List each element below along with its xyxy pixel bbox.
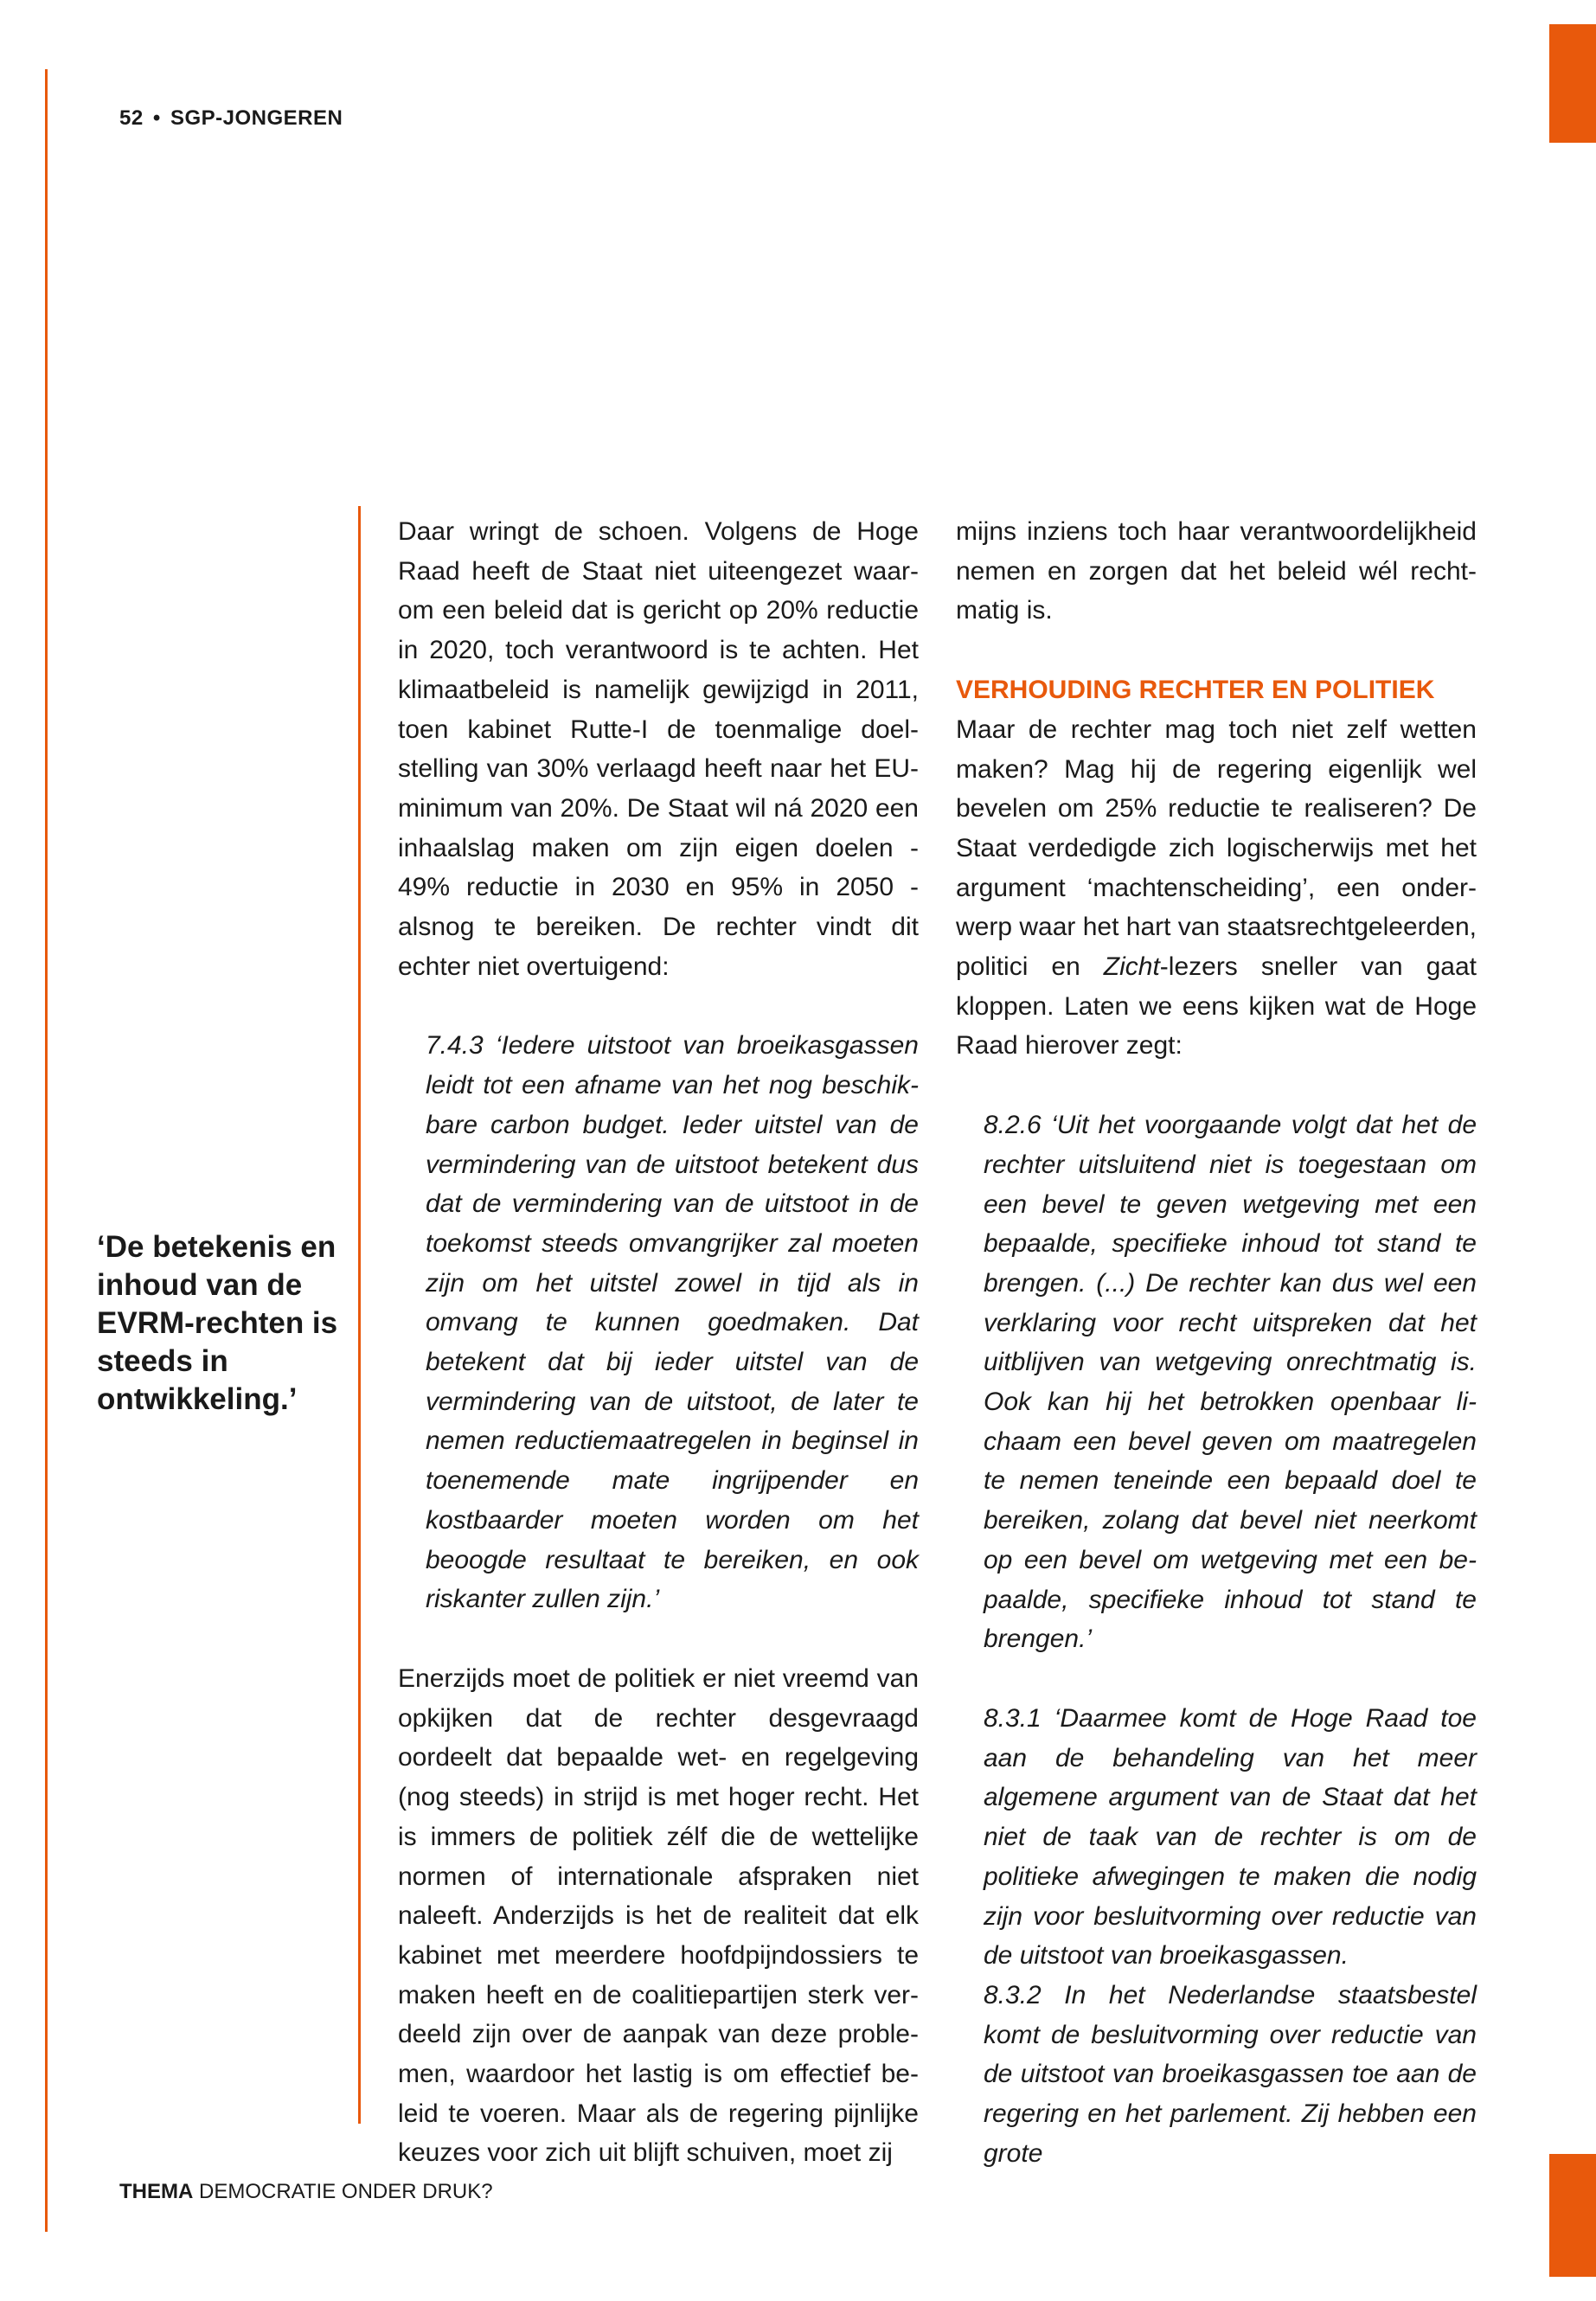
publication-name: SGP-JONGEREN — [170, 106, 343, 130]
text-column-left — [398, 512, 919, 2173]
magazine-name-zicht: Zicht — [1103, 952, 1160, 982]
header-separator: • — [152, 106, 161, 130]
court-quote-7-4-3: 7.4.3 ‘Iedere uitstoot van broeikasgassen leidt tot een afname van het nog beschikbare carbon budget. Ieder uitstel van de vermindering van de uitstoot betekent dus dat de vermindering van de uitstoot in de toekomst steeds omvangrijker zal moeten zijn om het uitstel zowel in tijd als in omvang te kunnen goedmaken. Dat betekent dat bij ieder uitstel van de vermindering van de uitstoot, de later te nemen reductiemaatregelen in beginsel in toenemende mate ingrijpender en kostbaarder moeten worden om het beoogde resultaat te bereiken, en ook riskanter zullen zijn.’ — [426, 1031, 919, 1614]
running-footer — [119, 2180, 493, 2204]
section-subheading: VERHOUDING RECHTER EN POLITIEK — [956, 676, 1435, 705]
page-number: 52 — [119, 106, 144, 130]
pull-quote: ‘De betekenis en inhoud van de EVRM-rechten is steeds in ontwikkeling.’ — [97, 1230, 338, 1416]
court-quote-8-2-6: 8.2.6 ‘Uit het voorgaande volgt dat het de rechter uitsluitend niet is toegestaan om een bevel te geven wetgeving met een bepaalde, specifieke inhoud tot stand te brengen. (...) De rechter kan dus wel een verklaring voor recht uitspreken dat het uitblijven van wetgeving onrechtmatig is. Ook kan hij het betrokken openbaar lichaam een bevel geven om maatregelen te nemen teneinde een bepaald doel te bereiken, zolang dat bevel niet neerkomt op een bevel om wetgeving met een bepaalde, specifieke inhoud tot stand te brengen.’ — [984, 1111, 1477, 1654]
orange-edge-tab-bottom — [1549, 2154, 1596, 2277]
theme-label: THEMA — [119, 2180, 194, 2203]
theme-title: DEMOCRATIE ONDER DRUK? — [199, 2180, 493, 2203]
body-paragraph: Enerzijds moet de politiek er niet vreemd van opkijken dat de rechter desgevraagd oordeelt dat bepaalde wet- en regelgeving (nog steeds) in strijd is met hoger recht. Het is immers de politiek zélf die de wettelijke normen of internationale afspraken niet naleeft. Anderzijds is het de realiteit dat elk kabinet met meerdere hoofdpijndossiers te maken heeft en de coalitiepartijen sterk verdeeld zijn over de aanpak van deze problemen, waardoor het lastig is om effectief beleid te voeren. Maar als de regering pijnlijke keuzes voor zich uit blijft schuiven, moet zij — [398, 1663, 919, 2168]
court-quote-8-3-1: 8.3.1 ‘Daarmee komt de Hoge Raad toe aan de behandeling van het meer algemene argument van de Staat dat het niet de taak van de rechter is om de politieke afwegingen te maken die nodig zijn voor besluitvorming over reductie van de uitstoot van broeikasgassen. — [984, 1703, 1477, 1971]
running-header — [119, 106, 343, 131]
body-paragraph: mijns inziens toch haar verantwoordelijkheid nemen en zorgen dat het beleid wél rechtmatig is. — [956, 517, 1477, 625]
text-column-right — [956, 512, 1477, 2173]
orange-edge-tab-top — [1549, 24, 1596, 143]
body-paragraph: Maar de rechter mag toch niet zelf wetten maken? Mag hij de regering eigenlijk wel bevelen om 25% reductie te realiseren? De Staat verdedigde zich logischerwijs met het argument ‘machtenscheiding’, een onderwerp waar het hart van staatsrechtgeleerden, politici en Zicht-lezers sneller van gaat kloppen. Laten we eens kijken wat de Hoge Raad hierover zegt: — [956, 715, 1477, 1061]
court-quote-8-3-2: 8.3.2 In het Nederlandse staatsbestel komt de besluitvorming over reductie van de uitstoot van broeikasgassen toe aan de regering en het parlement. Zij hebben een grote — [984, 1980, 1477, 2168]
pullquote-divider-rule — [358, 506, 361, 2124]
left-margin-rule — [45, 69, 48, 2232]
body-paragraph: Daar wringt de schoen. Volgens de Hoge Raad heeft de Staat niet uiteengezet waarom een beleid dat is gericht op 20% reductie in 2020, toch verantwoord is te achten. Het klimaatbeleid is namelijk gewijzigd in 2011, toen kabinet Rutte-I de toenmalige doelstelling van 30% verlaagd heeft naar het EU-minimum van 20%. De Staat wil ná 2020 een inhaalslag maken om zijn eigen doelen - 49% reductie in 2030 en 95% in 2050 - alsnog te bereiken. De rechter vindt dit echter niet overtuigend: — [398, 517, 919, 981]
